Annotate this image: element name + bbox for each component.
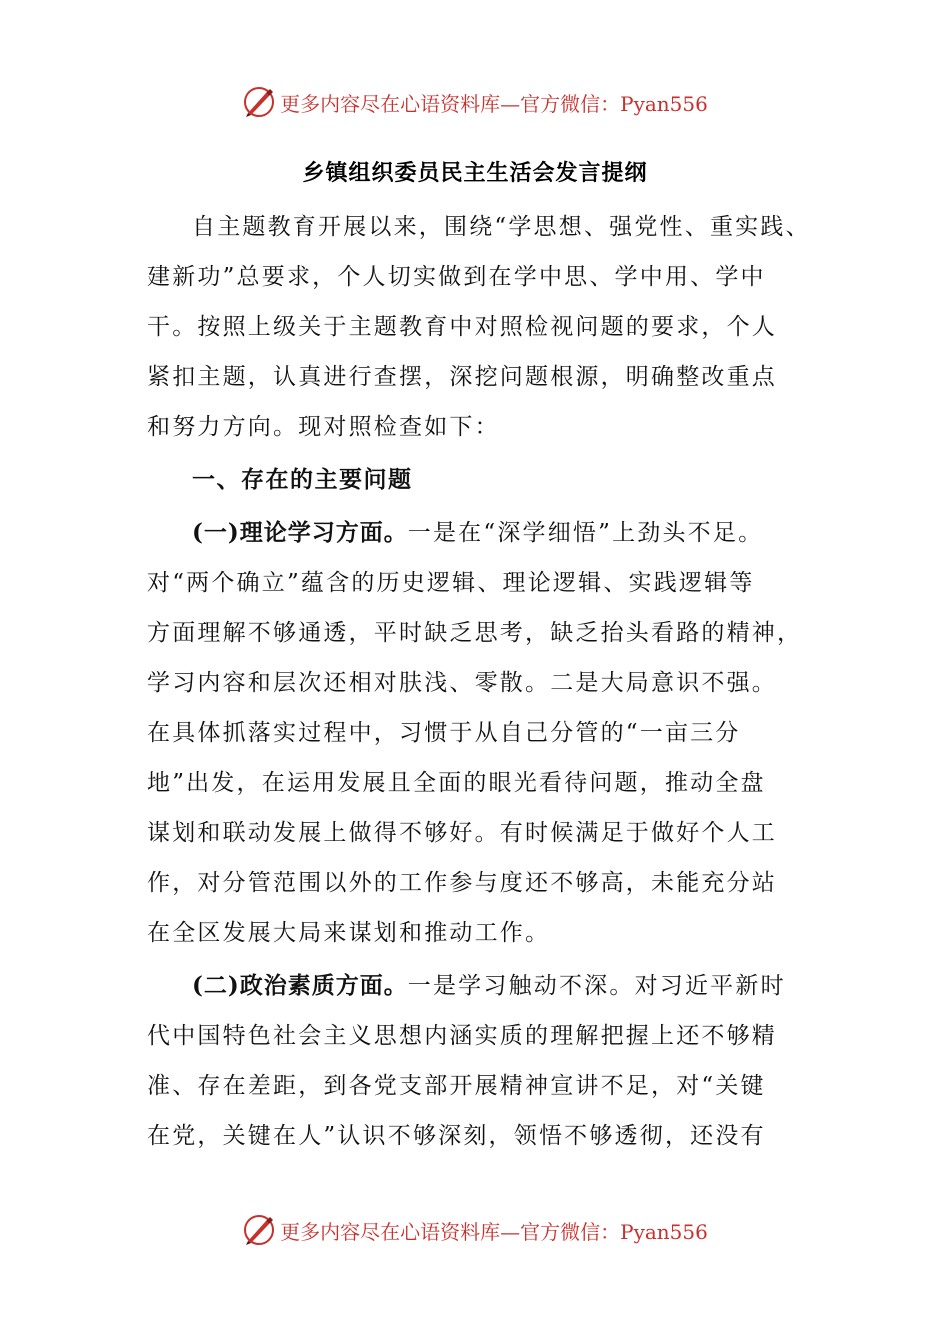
item2-line: 代中国特色社会主义思想内涵实质的理解把握上还不够精 xyxy=(147,1023,777,1049)
item1-first-line xyxy=(147,508,837,558)
item1-line: 地”出发，在运用发展且全面的眼光看待问题，推动全盘 xyxy=(147,770,766,796)
banner-text: 更多内容尽在心语资料库—官方微信：Pyan556 xyxy=(280,1219,708,1244)
item1-line: 在具体抓落实过程中，习惯于从自己分管的“一亩三分 xyxy=(147,720,741,746)
intro-line: 和努力方向。现对照检查如下： xyxy=(147,414,500,440)
item2-first-text: 一是学习触动不深。对习近平新时 xyxy=(407,973,786,999)
item2-first-line xyxy=(147,961,837,1011)
pen-logo-icon xyxy=(242,1213,276,1247)
item1-line: 谋划和联动发展上做得不够好。有时候满足于做好个人工 xyxy=(147,820,777,846)
item1-line: 方面理解不够通透，平时缺乏思考，缺乏抬头看路的精神， xyxy=(147,620,803,646)
intro-line: 自主题教育开展以来，围绕“学思想、强党性、重实践、 xyxy=(192,214,811,240)
item1-first-text: 一是在“深学细悟”上劲头不足。 xyxy=(407,520,764,546)
item1-label: (一)理论学习方面。 xyxy=(192,519,408,546)
intro-line: 干。按照上级关于主题教育中对照检视问题的要求，个人 xyxy=(147,314,777,340)
document-title: 乡镇组织委员民主生活会发言提纲 xyxy=(302,160,648,186)
item2-line: 在党，关键在人”认识不够深刻，领悟不够透彻，还没有 xyxy=(147,1123,766,1149)
header-banner xyxy=(0,82,950,122)
intro-line: 建新功”总要求，个人切实做到在学中思、学中用、学中 xyxy=(147,264,766,290)
item1-line: 在全区发展大局来谋划和推动工作。 xyxy=(147,920,551,946)
pen-logo-icon xyxy=(242,85,276,119)
item2-line: 准、存在差距，到各党支部开展精神宣讲不足，对“关键 xyxy=(147,1073,766,1099)
intro-line: 紧扣主题，认真进行查摆，深挖问题根源，明确整改重点 xyxy=(147,364,777,390)
document-body xyxy=(147,202,837,1161)
banner-text: 更多内容尽在心语资料库—官方微信：Pyan556 xyxy=(280,91,708,116)
item2-label: (二)政治素质方面。 xyxy=(192,972,408,999)
footer-banner xyxy=(0,1210,950,1250)
item1-line: 作，对分管范围以外的工作参与度还不够高，未能充分站 xyxy=(147,870,777,896)
section-heading: 一、存在的主要问题 xyxy=(192,466,413,493)
item1-line: 学习内容和层次还相对肤浅、零散。二是大局意识不强。 xyxy=(147,670,777,696)
item1-line: 对“两个确立”蕴含的历史逻辑、理论逻辑、实践逻辑等 xyxy=(147,570,755,596)
